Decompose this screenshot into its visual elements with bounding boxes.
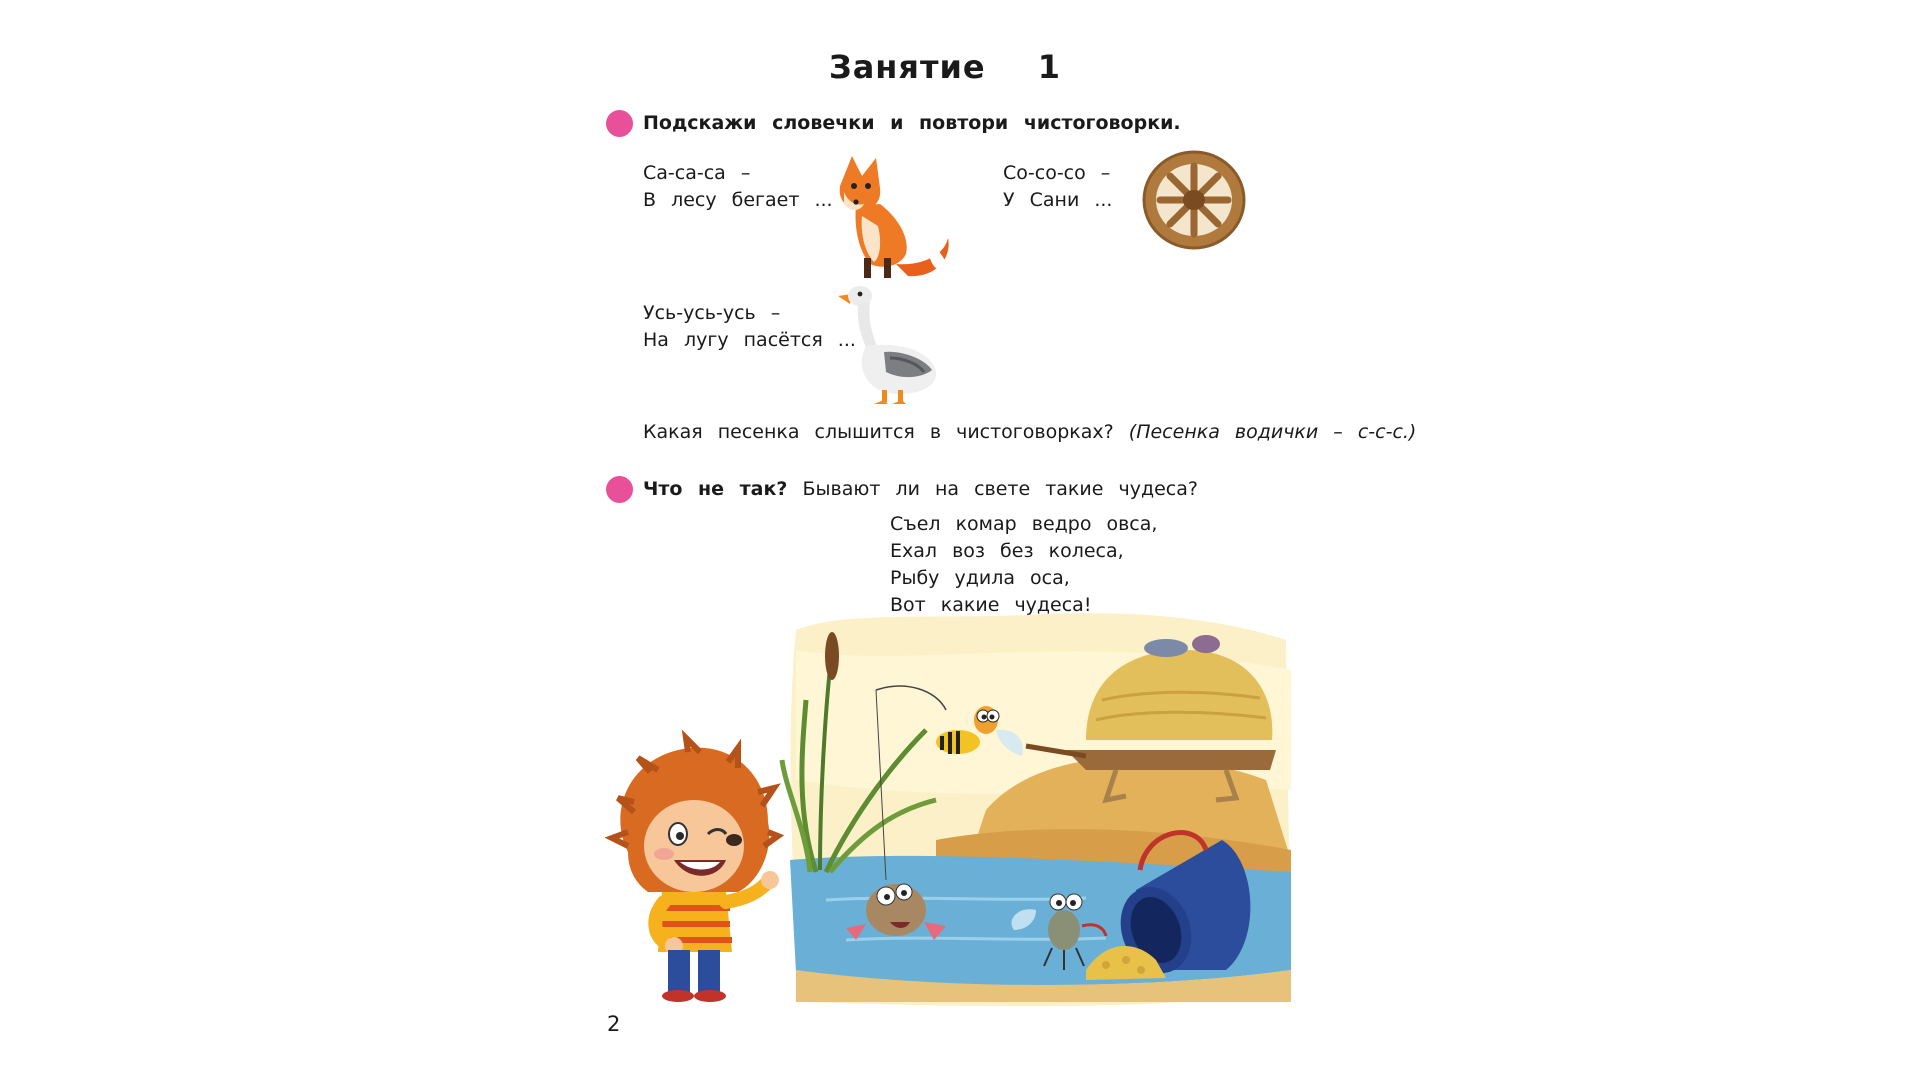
poem-line: Ехал воз без колеса,	[890, 540, 1124, 562]
verse-fox	[643, 160, 833, 214]
fox-illustration	[826, 146, 956, 286]
task-bullet-icon	[606, 110, 633, 137]
page-title: Занятие 1	[828, 48, 1062, 86]
task-bullet-icon	[606, 476, 633, 503]
verse-goose	[643, 300, 856, 354]
task1-heading-text: Подскажи словечки и повтори чистоговорки.	[643, 112, 1181, 134]
poem	[890, 511, 1157, 619]
task1-heading	[643, 112, 1181, 134]
poem-line: Рыбу удила оса,	[890, 567, 1070, 589]
poem-line: Съел комар ведро овса,	[890, 513, 1158, 535]
verse-line: На лугу пасётся ...	[643, 329, 856, 351]
answer-text: (Песенка водички – с-с-с.)	[1128, 421, 1417, 443]
poem-line: Вот какие чудеса!	[890, 594, 1092, 616]
hedgehog-illustration	[608, 742, 778, 1002]
question-text: Какая песенка слышится в чистоговорках?	[643, 421, 1114, 443]
verse-line: Усь-усь-усь –	[643, 302, 781, 324]
verse-wheel	[1003, 160, 1112, 214]
goose-illustration	[838, 282, 948, 410]
page-number: 2	[607, 1012, 621, 1036]
task1-question	[643, 421, 1416, 443]
verse-line: Со-со-со –	[1003, 162, 1111, 184]
task2-heading-rest: Бывают ли на свете такие чудеса?	[802, 478, 1198, 500]
task2-heading-bold: Что не так?	[643, 478, 788, 500]
verse-line: В лесу бегает ...	[643, 189, 833, 211]
pond-scene-illustration	[786, 610, 1296, 1010]
wheel-illustration	[1142, 150, 1246, 250]
task2-heading	[643, 478, 1198, 500]
verse-line: Са-са-са –	[643, 162, 751, 184]
verse-line: У Сани ...	[1003, 189, 1113, 211]
